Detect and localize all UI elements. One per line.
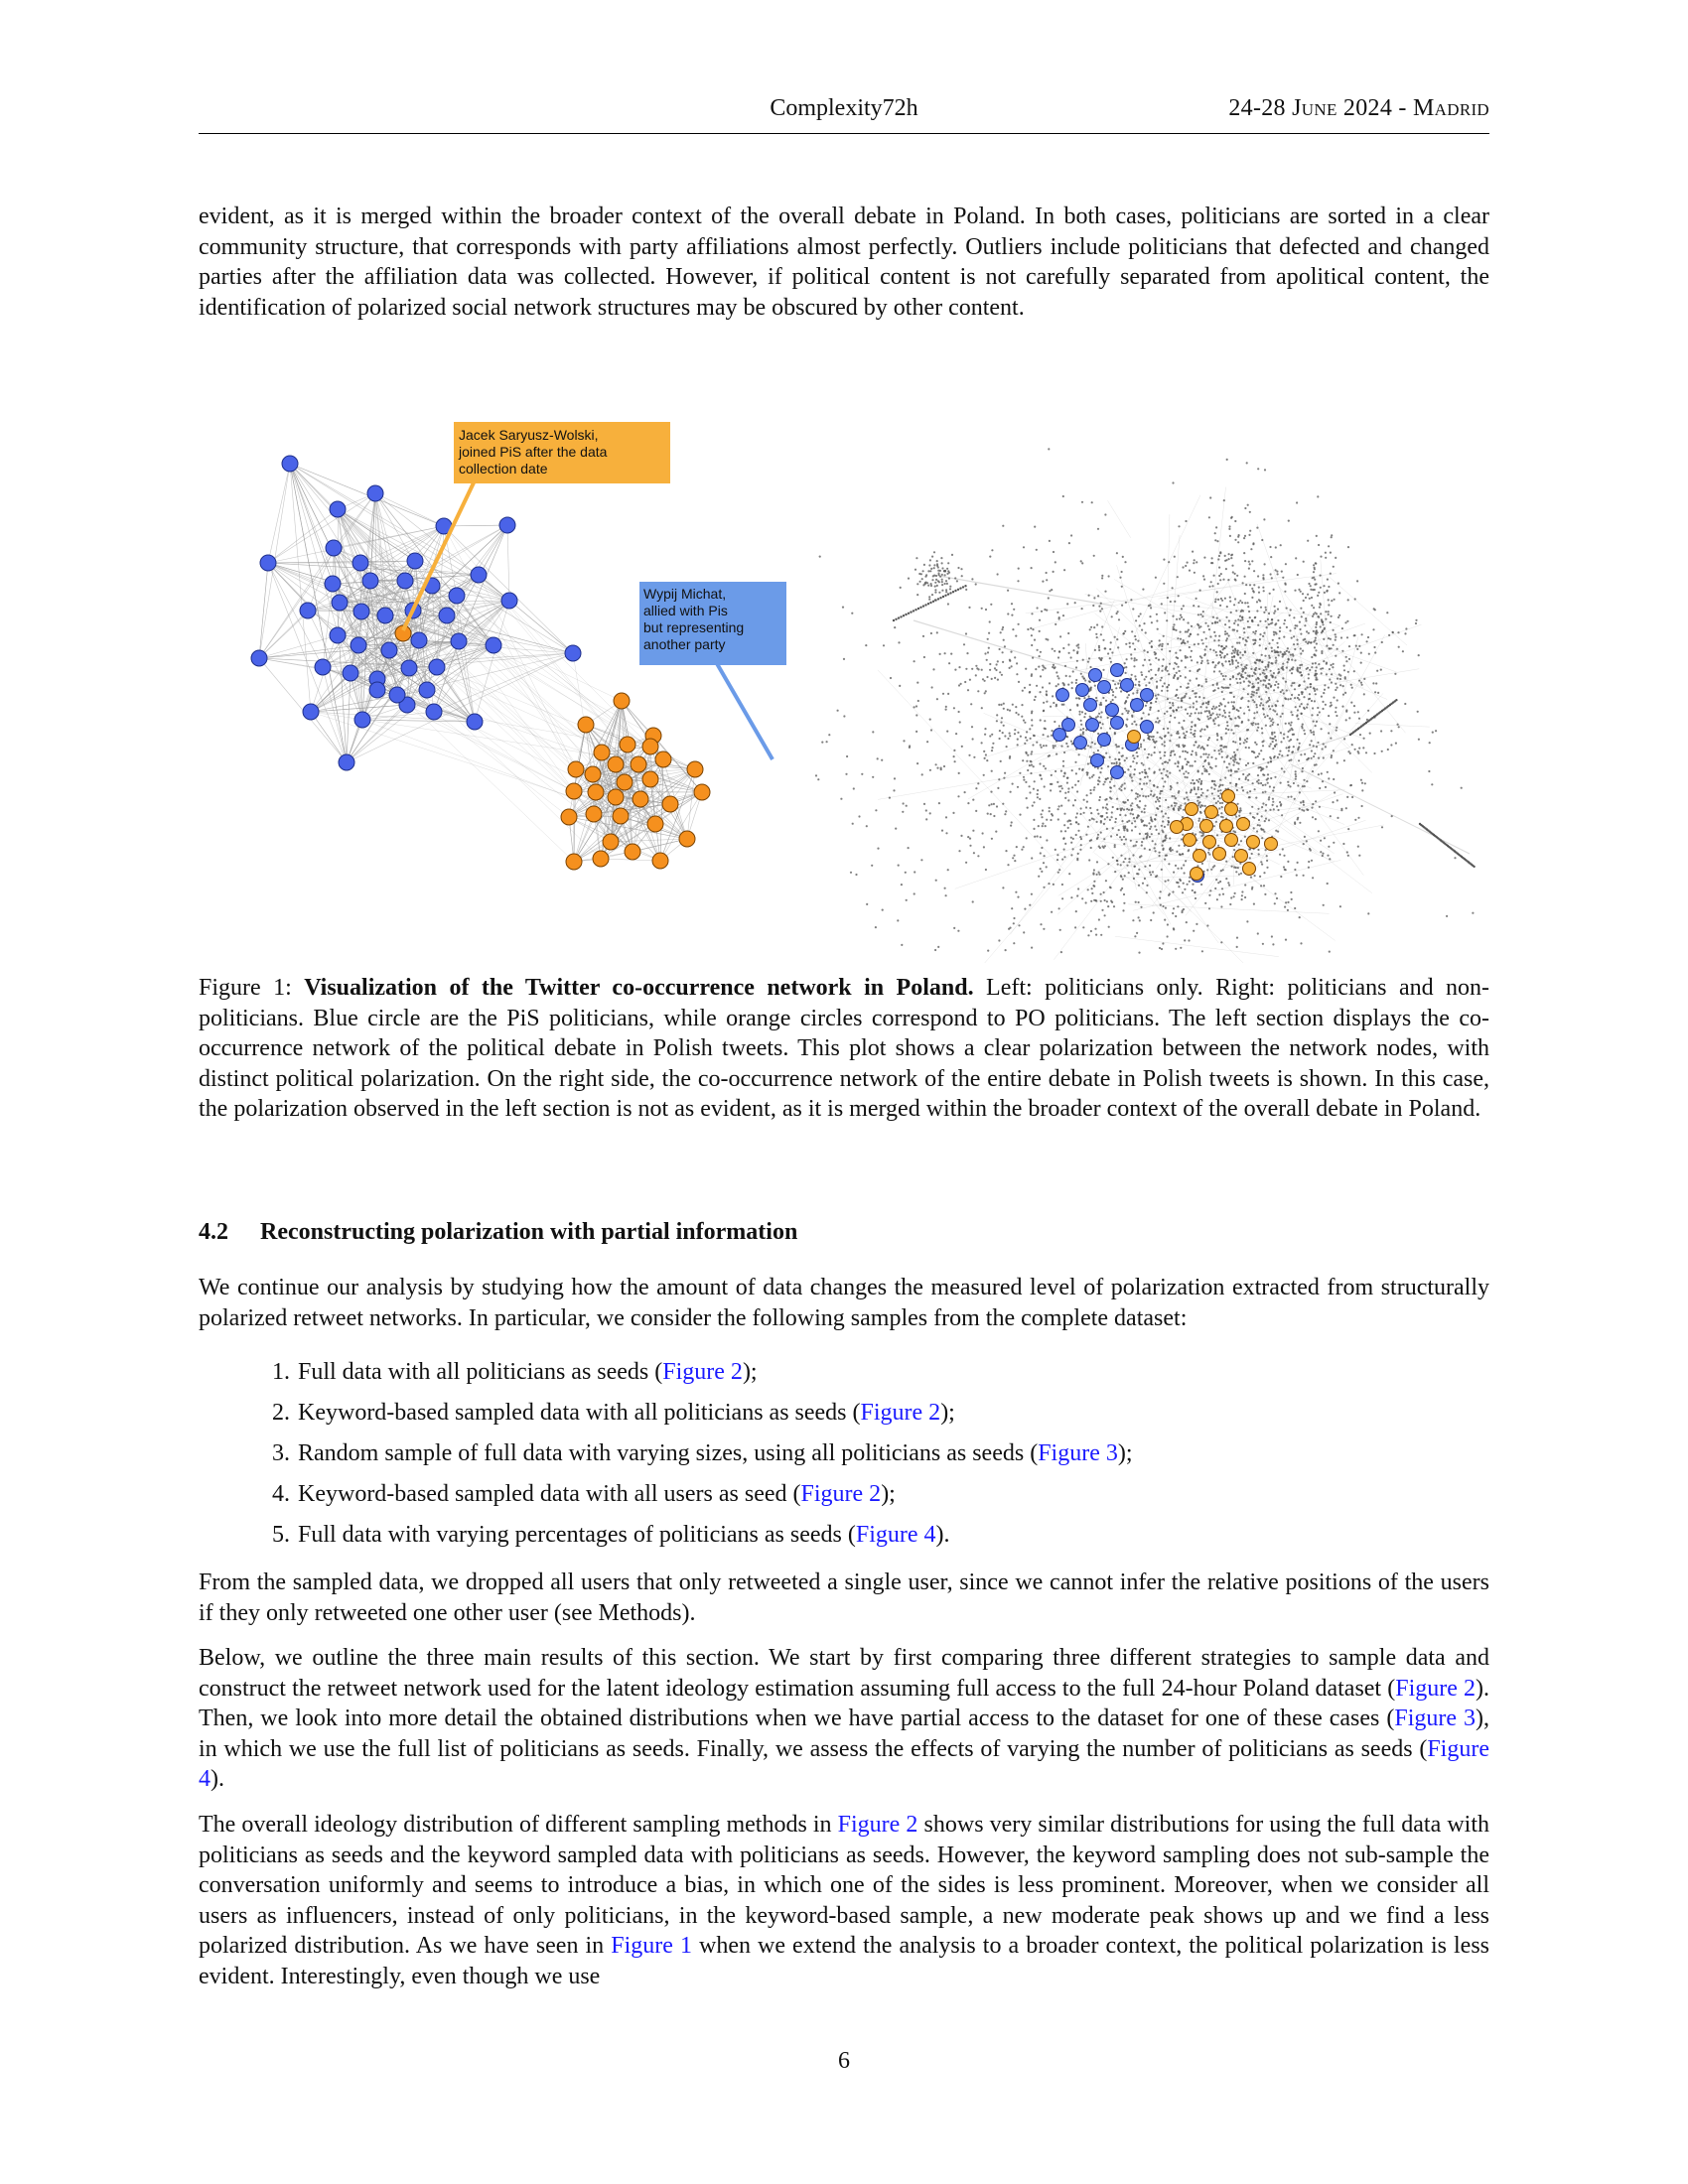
pis-politician-node (1141, 721, 1154, 734)
po-politician-node (655, 751, 671, 767)
network-figure (199, 407, 1489, 963)
po-politician-node (566, 854, 582, 870)
pis-politician-node (467, 714, 483, 730)
figure-reference-link[interactable]: Figure 2 (662, 1359, 743, 1385)
pis-politician-node (1131, 699, 1144, 712)
pis-politician-node (1084, 699, 1097, 712)
po-politician-node (1220, 820, 1233, 833)
pis-politician-node (300, 603, 316, 618)
paragraph-sampled: From the sampled data, we dropped all users that only retweeted a single user, since we cannot infer the relative positions of the users if they only retweeted one other user (see Methods). (199, 1570, 1489, 1626)
pis-politician-node (1098, 681, 1111, 694)
po-politician-node (578, 717, 594, 733)
figure-1 (199, 407, 1489, 963)
pis-politician-node (351, 637, 366, 653)
po-politician-node (687, 761, 703, 777)
right-network-background (815, 448, 1476, 963)
pis-politician-node (315, 659, 331, 675)
po-politician-node (1194, 850, 1206, 863)
figure-reference-link[interactable]: Figure 1 (611, 1933, 692, 1959)
po-politician-node (608, 756, 624, 772)
paragraph-overall: The overall ideology distribution of different sampling methods in Figure 2 shows very similar distributions for using the full data with politicians as seeds and the keyword sampled data with politicians as seeds. However, the keyword sampling does not sub-sample the conversation uniformly and seems to introduce a bias, in which one of the sides is less prominent. Moreover, when we consider all users as influencers, instead of only politicians, in the keyword-based sample, a new moderate peak shows up and we find a less polarized distribution. As we have seen in Figure 1 when we extend the analysis to a broader context, the political polarization is less evident. Interestingly, even though we use (199, 1812, 1490, 1989)
pis-politician-node (343, 665, 358, 681)
pis-politician-node (367, 485, 383, 501)
pis-politician-node (411, 632, 427, 648)
figure-reference-link[interactable]: Figure 2 (860, 1400, 941, 1426)
po-politician-node (594, 745, 610, 760)
po-politician-node (1243, 863, 1256, 876)
po-politician-node (1205, 806, 1218, 819)
paper-page (199, 0, 1489, 2184)
pis-politician-node (377, 608, 393, 623)
pis-politician-node (565, 645, 581, 661)
po-politician-node (694, 784, 710, 800)
pis-politician-node (1074, 737, 1087, 750)
pis-politician-node (1062, 719, 1075, 732)
figure-reference-link[interactable]: Figure 3 (1038, 1440, 1118, 1466)
pis-politician-node (407, 553, 423, 569)
pis-politician-node (352, 555, 368, 571)
pis-politician-node (282, 456, 298, 472)
po-politician-node (1203, 836, 1216, 849)
po-politician-node (593, 851, 609, 867)
po-politician-node (642, 739, 658, 754)
figure-reference-link[interactable]: Figure 2 (1395, 1675, 1476, 1702)
po-politician-node (1186, 803, 1198, 816)
blue-callout-line (715, 660, 773, 759)
po-politician-node (1265, 838, 1278, 851)
po-politician-node (1222, 790, 1235, 803)
po-politician-node (620, 737, 635, 752)
intro-paragraph: evident, as it is merged within the broader context of the overall debate in Poland. In both cases, politicians are sorted in a clear community structure, that corresponds with party affiliations almost perfectly. Outliers include politicians that defected and changed parties after the affiliation data was collected. However, if political content is not carefully separated from apolitical content, the identification of polarized social network structures may be obscured by other content. (199, 204, 1489, 321)
section-heading (199, 1219, 797, 1246)
figure-reference-link[interactable]: Figure 2 (800, 1481, 882, 1507)
po-politician-node (614, 693, 630, 709)
pis-politician-node (1111, 664, 1124, 677)
po-politician-node (561, 809, 577, 825)
pis-politician-node (354, 712, 370, 728)
pis-politician-node (251, 650, 267, 666)
po-politician-node (1235, 850, 1248, 863)
pis-politician-node (1121, 679, 1134, 692)
running-header (199, 95, 1489, 134)
header-venue: Complexity72h (770, 95, 918, 121)
pis-politician-node (362, 573, 378, 589)
caption-title: Visualization of the Twitter co-occurrence network in Poland. (304, 975, 974, 1001)
paragraph-below: Below, we outline the three main results of this section. We start by first comparing three different strategies to sample data and construct the retweet network used for the latent ideology estimation assuming full access to the full 24-hour Poland dataset (Figure 2). Then, we look into more detail the obtained distributions when we have partial access to the dataset for one of these cases (Figure 3), in which we use the full list of politicians as seeds. Finally, we assess the effects of varying the number of politicians as seeds (Figure 4). (199, 1645, 1489, 1792)
figure-reference-link[interactable]: Figure 4 (199, 1735, 1489, 1792)
list-item: 5. Full data with varying percentages of politicians as seeds (Figure 4). (272, 1522, 950, 1548)
pis-politician-node (339, 754, 354, 770)
po-politician-node (1200, 820, 1213, 833)
figure-reference-link[interactable]: Figure 3 (1394, 1706, 1476, 1731)
pis-politician-node (303, 704, 319, 720)
po-politician-node (1184, 834, 1196, 847)
po-politician-node (1225, 803, 1238, 816)
pis-politician-node (369, 682, 385, 698)
pis-politician-node (1111, 766, 1124, 779)
section-title: Reconstructing polarization with partial information (260, 1219, 798, 1245)
page-number: 6 (838, 2048, 850, 2074)
pis-politician-node (330, 627, 346, 643)
paragraph-continue: We continue our analysis by studying how the amount of data changes the measured level of polarization extracted from structurally polarized retweet networks. In particular, we consider the following samples from the complete dataset: (199, 1275, 1489, 1331)
pis-politician-node (1098, 734, 1111, 747)
pis-politician-node (332, 595, 348, 611)
po-politician-node (1247, 836, 1260, 849)
po-politician-node (1225, 834, 1238, 847)
po-politician-node (608, 789, 624, 805)
po-politician-node (568, 761, 584, 777)
po-politician-node (585, 766, 601, 782)
orange-callout-text: Jacek Saryusz-Wolski, joined PiS after the data collection date (459, 427, 608, 477)
list-item: 1. Full data with all politicians as seeds (Figure 2); (272, 1359, 758, 1385)
po-politician-node (603, 834, 619, 850)
caption-body: Left: politicians only. Right: politicians and non-politicians. Blue circle are the PiS politicians, while orange circles correspond to PO politicians. The left section displays the co-occurrence network of the political debate in Polish tweets. This plot shows a clear polarization between the network nodes, with distinct political polarization. On the right side, the co-occurrence network of the entire debate in Polish tweets is shown. In this case, the polarization observed in the left section is not as evident, as it is merged within the broader context of the overall debate in Poland. (199, 975, 1490, 1122)
pis-politician-node (1106, 704, 1119, 717)
pis-politician-node (326, 540, 342, 556)
pis-politician-node (1089, 669, 1102, 682)
figure-reference-link[interactable]: Figure 2 (837, 1812, 918, 1838)
pis-politician-node (449, 588, 465, 604)
pis-politician-node (471, 567, 487, 583)
pis-politician-node (486, 637, 501, 653)
pis-politician-node (426, 704, 442, 720)
pis-politician-node (401, 660, 417, 676)
list-item: 2. Keyword-based sampled data with all politicians as seeds (Figure 2); (272, 1400, 955, 1426)
pis-politician-node (381, 642, 397, 658)
pis-politician-node (429, 659, 445, 675)
po-politician-node (1237, 818, 1250, 831)
sample-list (199, 1357, 1489, 1561)
pis-politician-node (1091, 754, 1104, 767)
section-number: 4.2 (199, 1219, 228, 1245)
po-politician-node (625, 844, 640, 860)
pis-politician-node (451, 633, 467, 649)
pis-politician-node (1086, 719, 1099, 732)
pis-politician-node (1111, 717, 1124, 730)
po-politician-node (652, 853, 668, 869)
pis-politician-node (1076, 684, 1089, 697)
list-item: 4. Keyword-based sampled data with all users as seed (Figure 2); (272, 1481, 896, 1507)
po-politician-node (679, 831, 695, 847)
po-politician-node (642, 771, 658, 787)
po-politician-node (617, 774, 633, 790)
po-politician-node (613, 808, 629, 824)
pis-politician-node (1056, 689, 1069, 702)
pis-politician-node (260, 555, 276, 571)
po-politician-node (586, 806, 602, 822)
pis-politician-node (325, 576, 341, 592)
figure-reference-link[interactable]: Figure 4 (855, 1522, 936, 1548)
pis-politician-node (499, 517, 515, 533)
po-politician-node (1191, 868, 1203, 881)
pis-politician-node (1141, 689, 1154, 702)
pis-politician-node (330, 501, 346, 517)
pis-politician-node (353, 604, 369, 619)
pis-politician-node (389, 687, 405, 703)
po-politician-node (1128, 731, 1141, 744)
pis-politician-node (501, 593, 517, 609)
po-politician-node (588, 784, 604, 800)
header-dates: 24-28 June 2024 - Madrid (1228, 95, 1489, 121)
blue-callout-text: Wypij Michat, allied with Pis but representing another party (643, 586, 745, 652)
figure-1-caption (199, 973, 1489, 1125)
po-politician-node (633, 791, 648, 807)
po-politician-node (1213, 848, 1226, 861)
pis-politician-node (397, 573, 413, 589)
pis-politician-node (419, 682, 435, 698)
pis-politician-node (439, 608, 455, 623)
po-politician-node (631, 756, 646, 772)
po-politician-node (662, 796, 678, 812)
caption-label: Figure 1: (199, 975, 292, 1001)
po-politician-node (647, 816, 663, 832)
list-item: 3. Random sample of full data with varying sizes, using all politicians as seeds (Figure 3); (272, 1440, 1133, 1466)
pis-politician-node (1054, 729, 1066, 742)
po-politician-node (1171, 821, 1184, 834)
po-politician-node (566, 783, 582, 799)
